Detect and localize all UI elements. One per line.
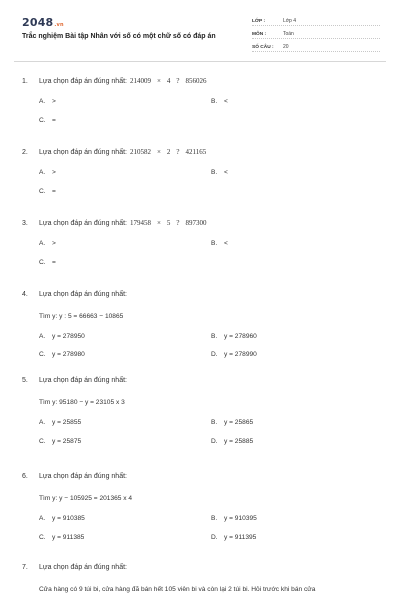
question-list xyxy=(22,77,386,604)
question-number: 4. xyxy=(22,291,28,298)
site-logo[interactable]: 2048.vn xyxy=(22,16,64,29)
option-a[interactable]: A. y = 25855 xyxy=(39,419,82,426)
question-subtext: Tìm y: y − 105925 = 201365 x 4 xyxy=(39,495,133,502)
option-c[interactable]: C. y = 911385 xyxy=(39,534,85,541)
option-b[interactable]: B. y = 25865 xyxy=(211,419,254,426)
question-expression: 214009 × 4 ? 856026 xyxy=(129,77,207,85)
question-number: 1. xyxy=(22,78,28,85)
question-subtext: Tìm y: 95180 − y = 23105 x 3 xyxy=(39,399,125,406)
meta-row-class xyxy=(252,15,380,26)
meta-label: LỚP : xyxy=(252,19,266,24)
question-prompt: Lựa chọn đáp án đúng nhất: xyxy=(39,473,127,480)
question-number: 2. xyxy=(22,149,28,156)
question-subtext: Tìm y: y : 5 = 66663 − 10865 xyxy=(39,313,124,320)
option-c[interactable]: C. y = 278980 xyxy=(39,351,85,358)
question-number: 6. xyxy=(22,473,28,480)
question-expression: 179458 × 5 ? 897300 xyxy=(129,219,207,227)
meta-info xyxy=(252,15,380,54)
question-prompt: Lựa chọn đáp án đúng nhất: xyxy=(39,291,127,298)
page-header xyxy=(0,0,400,58)
option-b[interactable]: B. y = 910395 xyxy=(211,515,257,522)
option-b[interactable]: B. y = 278960 xyxy=(211,333,257,340)
question-prompt: Lựa chọn đáp án đúng nhất: 210582 × 2 ? 421165 xyxy=(39,148,207,156)
question-number: 7. xyxy=(22,564,28,571)
question-prompt: Lựa chọn đáp án đúng nhất: 214009 × 4 ? 856026 xyxy=(39,77,207,85)
meta-label: MÔN : xyxy=(252,32,267,37)
question-2 xyxy=(22,148,386,219)
option-d[interactable]: D. y = 911395 xyxy=(211,534,257,541)
question-number: 5. xyxy=(22,377,28,384)
option-c[interactable]: C. = xyxy=(39,188,56,195)
meta-label: SỐ CÂU : xyxy=(252,45,274,50)
question-5 xyxy=(22,377,386,473)
meta-row-count xyxy=(252,41,380,52)
option-b[interactable]: B. < xyxy=(211,98,228,105)
question-7 xyxy=(22,564,386,604)
option-d[interactable]: D. y = 278990 xyxy=(211,351,257,358)
question-number: 3. xyxy=(22,220,28,227)
header-divider xyxy=(14,61,386,62)
question-subtext: Cửa hàng có 9 túi bi, cửa hàng đã bán hết 105 viên bi và còn lại 2 túi bi. Hỏi trước khi bán cửa xyxy=(39,586,316,593)
option-b[interactable]: B. < xyxy=(211,240,228,247)
meta-value: Lớp 4 xyxy=(283,18,297,24)
question-3 xyxy=(22,219,386,291)
question-1 xyxy=(22,77,386,148)
option-a[interactable]: A. > xyxy=(39,240,56,247)
question-6 xyxy=(22,473,386,564)
option-c[interactable]: C. = xyxy=(39,117,56,124)
option-a[interactable]: A. y = 278950 xyxy=(39,333,85,340)
document-title: Trắc nghiệm Bài tập Nhân với số có một chữ số có đáp án xyxy=(22,33,216,40)
question-expression: 210582 × 2 ? 421165 xyxy=(129,148,207,156)
option-a[interactable]: A. > xyxy=(39,169,56,176)
option-c[interactable]: C. y = 25875 xyxy=(39,438,82,445)
question-prompt: Lựa chọn đáp án đúng nhất: 179458 × 5 ? 897300 xyxy=(39,219,207,227)
option-c[interactable]: C. = xyxy=(39,259,56,266)
question-4 xyxy=(22,291,386,377)
option-a[interactable]: A. y = 910385 xyxy=(39,515,85,522)
question-prompt: Lựa chọn đáp án đúng nhất: xyxy=(39,377,127,384)
option-b[interactable]: B. < xyxy=(211,169,228,176)
meta-value: Toán xyxy=(283,31,294,37)
meta-value: 20 xyxy=(283,44,289,50)
option-d[interactable]: D. y = 25885 xyxy=(211,438,254,445)
option-a[interactable]: A. > xyxy=(39,98,56,105)
question-prompt: Lựa chọn đáp án đúng nhất: xyxy=(39,564,127,571)
meta-row-subject xyxy=(252,28,380,39)
